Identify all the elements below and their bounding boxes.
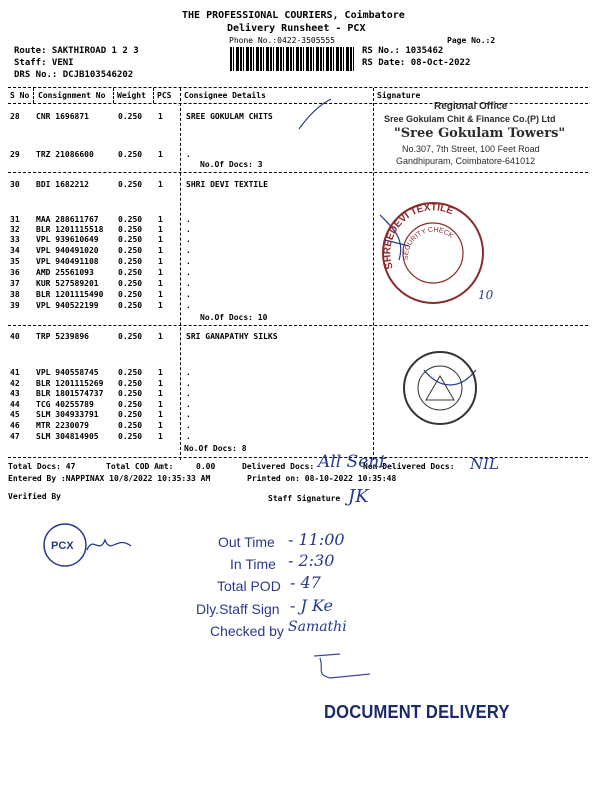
in-time-label: In Time [230, 556, 276, 572]
phone-number: Phone No.:0422-3505555 [229, 36, 335, 45]
signature-scribble [295, 95, 335, 135]
checked-by-label: Checked by [210, 623, 284, 639]
col-divider [373, 88, 374, 460]
stamp-round-text: SECURITY CHECK [402, 226, 455, 261]
staff-signature-mark: JK [348, 486, 369, 507]
checked-by-value: Samathi [288, 619, 347, 635]
total-cod-value: 0.00 [196, 462, 216, 471]
out-time-label: Out Time [218, 534, 275, 550]
shreedevi-stamp [378, 198, 488, 308]
col-sno: S No [10, 91, 30, 100]
route: Route: SAKTHIROAD 1 2 3 [14, 46, 139, 56]
staff-sign-label: Dly.Staff Sign [196, 601, 280, 617]
col-divider [113, 88, 114, 103]
rs-date: RS Date: 08-Oct-2022 [362, 58, 471, 68]
non-delivered-docs-label: Non-Delivered Docs: [363, 462, 455, 471]
drs-number: DRS No.: DCJB103546202 [14, 70, 134, 80]
company-name: THE PROFESSIONAL COURIERS, Coimbatore [182, 10, 405, 21]
checked-scribble [310, 650, 380, 685]
document-delivery-stamp: DOCUMENT DELIVERY [324, 702, 510, 722]
total-cod-label: Total COD Amt: [106, 462, 174, 471]
verified-by: Verified By [8, 492, 61, 501]
col-consignment: Consignment No [38, 91, 106, 100]
in-time-value: - 2:30 [288, 551, 335, 570]
group-doc-count: No.Of Docs: 10 [200, 313, 268, 322]
stamp-line: Regional Office [434, 101, 508, 112]
header-rule-top [8, 87, 588, 88]
group-rule [8, 457, 588, 458]
svg-text:SECURITY CHECK [403, 227, 455, 260]
group-rule [8, 172, 588, 173]
stamp-line: "Sree Gokulam Towers" [394, 126, 566, 141]
total-pod-value: - 47 [290, 573, 321, 592]
pcx-stamp-text: PCX [51, 540, 74, 552]
ganapathy-stamp [400, 348, 480, 428]
stamp-line: Gandhipuram, Coimbatore-641012 [396, 156, 536, 166]
not-delivered-handwritten: NIL [470, 455, 500, 473]
staff: Staff: VENI [14, 58, 74, 68]
col-weight: Weight [117, 91, 146, 100]
col-signature: Signature [377, 91, 421, 100]
col-divider [33, 88, 34, 103]
stamp-line: Sree Gokulam Chit & Finance Co.(P) Ltd [384, 114, 556, 124]
total-docs: Total Docs: 47 [8, 462, 76, 471]
barcode [230, 47, 355, 71]
handwritten-ten: 10 [478, 288, 494, 302]
total-pod-label: Total POD [217, 578, 281, 594]
stamp-round-text: SHREEDEVI TEXTILE [382, 202, 455, 271]
printed-on: Printed on: 08-10-2022 10:35:48 [247, 474, 397, 483]
verified-scribble [85, 530, 135, 560]
staff-sign-value: - J Ke [290, 596, 333, 615]
entered-by: Entered By :NAPPINAX 10/8/2022 10:35:33 AM [8, 474, 211, 483]
pcx-stamp [40, 520, 90, 570]
runsheet-title: Delivery Runsheet - PCX [227, 23, 366, 34]
col-consignee: Consignee Details [184, 91, 266, 100]
col-pcs: PCS [157, 91, 172, 100]
col-divider [153, 88, 154, 103]
stamp-line: No.307, 7th Street, 100 Feet Road [402, 144, 540, 154]
staff-signature-label: Staff Signature [268, 494, 341, 503]
rs-number: RS No.: 1035462 [362, 46, 444, 56]
page-number: Page No.:2 [447, 36, 496, 45]
group-doc-count: No.Of Docs: 8 [184, 444, 247, 453]
group-rule [8, 325, 588, 326]
out-time-value: - 11:00 [288, 530, 345, 549]
delivered-docs-label: Delivered Docs: [242, 462, 315, 471]
delivered-handwritten: All Sent [318, 452, 387, 472]
col-divider [180, 88, 181, 460]
group-doc-count: No.Of Docs: 3 [200, 160, 263, 169]
